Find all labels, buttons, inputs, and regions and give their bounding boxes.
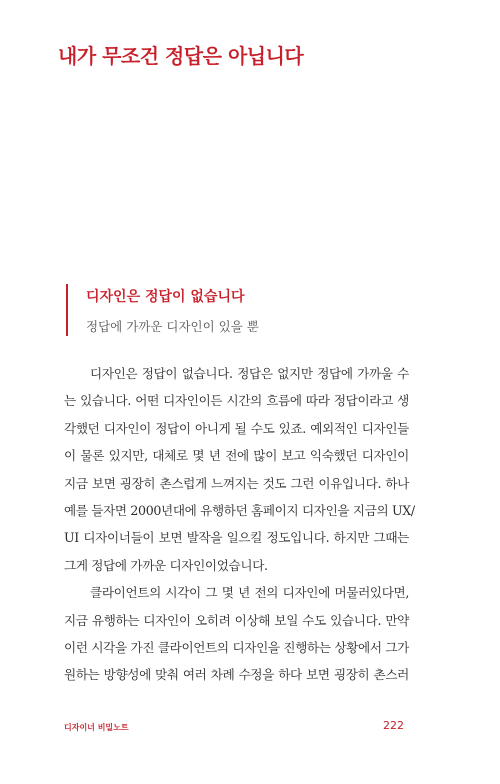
body-line: 그게 정답에 가까운 디자인이었습니다. <box>64 557 268 573</box>
body-line: 각했던 디자인이 정답이 아니게 될 수도 있죠. 예외적인 디자인들 <box>64 420 409 436</box>
body-line: 는 있습니다. 어떤 디자인이든 시간의 흐름에 따라 정답이라고 생 <box>64 393 409 409</box>
body-line: 클라이언트의 시각이 그 몇 년 전의 디자인에 머물러있다면, <box>90 585 409 601</box>
page-number: 222 <box>383 719 404 732</box>
footer-book-title: 디자이너 비밀노트 <box>64 723 129 732</box>
body-line: 예를 들자면 2000년대에 유행하던 홈페이지 디자인을 지금의 UX/ <box>64 502 415 518</box>
chapter-title: 내가 무조건 정답은 아닙니다 <box>58 44 304 68</box>
body-line: 이 물론 있지만, 대체로 몇 년 전에 많이 보고 익숙했던 디자인이 <box>64 448 409 464</box>
body-line: UI 디자이너들이 보면 발작을 일으킬 정도입니다. 하지만 그때는 <box>64 530 409 546</box>
body-line: 이런 시각을 가진 클라이언트의 디자인을 진행하는 상황에서 그가 <box>64 639 409 655</box>
body-line: 디자인은 정답이 없습니다. 정답은 없지만 정답에 가까울 수 <box>90 366 409 381</box>
section-subheading: 정답에 가까운 디자인이 있을 뿐 <box>86 319 259 334</box>
body-line: 지금 보면 굉장히 촌스럽게 느껴지는 것도 그런 이유입니다. 하나 <box>64 475 409 491</box>
section-heading: 디자인은 정답이 없습니다 <box>86 289 245 305</box>
body-text <box>64 360 415 689</box>
section-header <box>66 284 406 336</box>
body-line: 지금 유행하는 디자인이 오히려 이상해 보일 수도 있습니다. 만약 <box>64 612 409 628</box>
body-line: 원하는 방향성에 맞춰 여러 차례 수정을 하다 보면 굉장히 촌스러 <box>64 667 409 683</box>
